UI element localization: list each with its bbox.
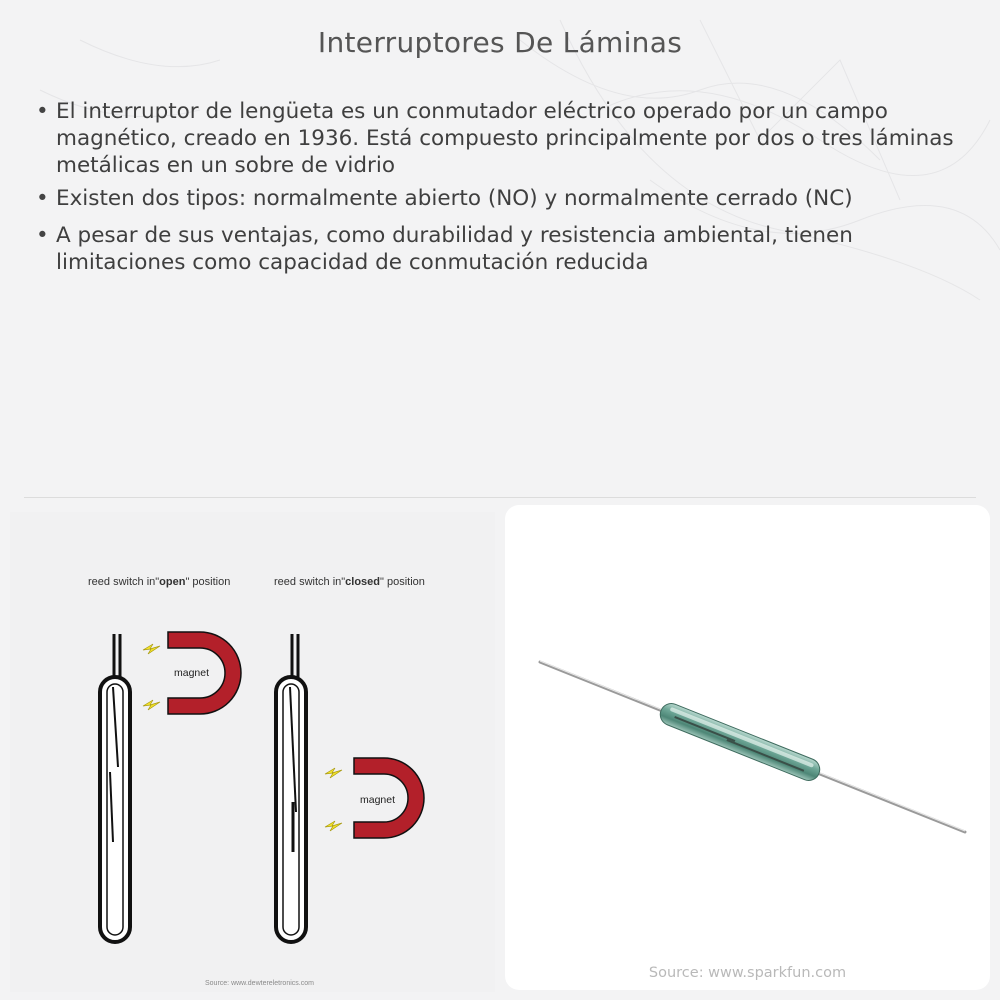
bullet-item: • Existen dos tipos: normalmente abierto (NO) y normalmente cerrado (NC) <box>34 185 964 212</box>
open-caption: reed switch in"open" position <box>88 576 231 588</box>
closed-caption: reed switch in"closed" position <box>274 576 425 588</box>
spark-icon <box>325 768 342 831</box>
bullet-item: • El interruptor de lengüeta es un conmutador eléctrico operado por un campo magnético, creado en 1936. Está compuesto principalmente por dos o tres láminas metálicas en un sobre de vidrio <box>34 98 964 179</box>
reed-switch-component <box>540 661 965 832</box>
magnet-icon <box>354 758 424 838</box>
magnet-label: magnet <box>174 667 210 679</box>
magnet-icon <box>168 632 241 714</box>
spark-icon <box>143 644 160 710</box>
diagram-source: Source: www.dewtereletronics.com <box>205 980 314 987</box>
reed-switch-photo <box>505 505 990 990</box>
reed-switch-photo-panel <box>505 505 990 990</box>
reed-switch-diagram-panel <box>10 512 495 992</box>
reed-switch-diagram <box>10 512 495 992</box>
section-divider <box>24 497 976 498</box>
bullet-item: • A pesar de sus ventajas, como durabilidad y resistencia ambiental, tienen limitaciones como capacidad de conmutación reducida <box>34 222 964 276</box>
magnet-label: magnet <box>360 794 396 806</box>
photo-source: Source: www.sparkfun.com <box>648 965 847 981</box>
bullet-list <box>34 98 964 282</box>
page-title: Interruptores De Láminas <box>317 26 683 59</box>
closed-reed-switch <box>276 634 306 942</box>
open-reed-switch <box>100 634 130 942</box>
